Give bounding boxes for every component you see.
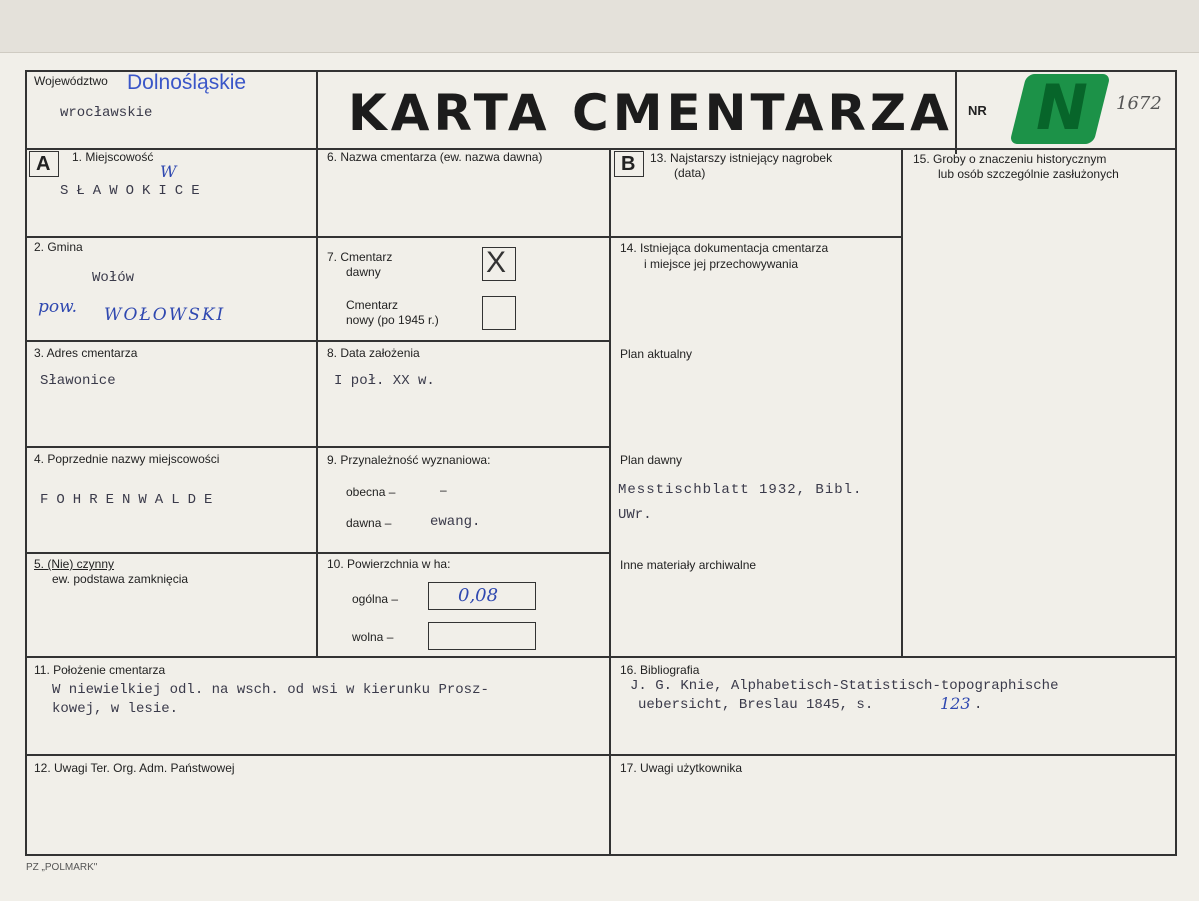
f10-label: 10. Powierzchnia w ha: bbox=[327, 557, 451, 571]
nr-value: 1672 bbox=[1116, 93, 1162, 114]
f1-label: 1. Miejscowość bbox=[72, 150, 154, 164]
voivodeship-value: Dolnośląskie bbox=[127, 71, 247, 94]
f11-value-1: W niewielkiej odl. na wsch. od wsi w kierunku Prosz- bbox=[52, 682, 489, 698]
f2-pow-label: pow. bbox=[38, 297, 78, 317]
voivodeship-old-value: wrocławskie bbox=[60, 105, 153, 121]
divider bbox=[25, 754, 1177, 756]
f16-value-1: J. G. Knie, Alphabetisch-Statistisch-topographische bbox=[630, 678, 1059, 694]
f7-label: 7. Cmentarz bbox=[327, 250, 393, 264]
divider bbox=[25, 446, 611, 448]
f10-wolna-box[interactable] bbox=[428, 622, 536, 650]
section-a-letter: A bbox=[36, 153, 51, 175]
f6-label: 6. Nazwa cmentarza (ew. nazwa dawna) bbox=[327, 150, 543, 164]
printer-mark: PZ „POLMARK" bbox=[26, 862, 98, 873]
f4-value: FOHRENWALDE bbox=[40, 492, 221, 508]
f2-value: Wołów bbox=[92, 270, 135, 286]
nr-marker-letter: N bbox=[1036, 71, 1088, 144]
f15-label: 15. Groby o znaczeniu historycznym bbox=[913, 152, 1107, 166]
f10-ogolna: ogólna – bbox=[352, 592, 399, 606]
divider bbox=[316, 70, 318, 154]
f3-label: 3. Adres cmentarza bbox=[34, 346, 138, 360]
other-archives-label: Inne materiały archiwalne bbox=[620, 558, 757, 572]
divider bbox=[25, 656, 1177, 658]
f12-label: 12. Uwagi Ter. Org. Adm. Państwowej bbox=[34, 761, 235, 775]
f11-value-2: kowej, w lesie. bbox=[52, 701, 179, 717]
f3-value: Sławonice bbox=[40, 373, 116, 389]
f10-wolna: wolna – bbox=[352, 630, 394, 644]
divider bbox=[609, 236, 903, 238]
f7-nowy-checkbox[interactable] bbox=[482, 296, 516, 330]
f1-correction: W bbox=[160, 162, 177, 181]
plan-aktualny-label: Plan aktualny bbox=[620, 347, 693, 361]
card-title: KARTA CMENTARZA bbox=[348, 84, 953, 142]
f15-sub: lub osób szczególnie zasłużonych bbox=[938, 167, 1119, 181]
f9-obecna: obecna – bbox=[346, 485, 396, 499]
voivodeship-label: Województwo bbox=[34, 74, 108, 88]
plan-dawny-value-1: Messtischblatt 1932, Bibl. bbox=[618, 482, 863, 498]
f10-ogolna-value: 0,08 bbox=[458, 585, 499, 606]
f1-value: SŁAWOKICE bbox=[60, 183, 208, 199]
f16-value-2: uebersicht, Breslau 1845, s. bbox=[638, 697, 874, 713]
f11-label: 11. Położenie cmentarza bbox=[34, 663, 166, 677]
f17-label: 17. Uwagi użytkownika bbox=[620, 761, 743, 775]
f7-dawny-mark: X bbox=[486, 246, 507, 279]
f2-label: 2. Gmina bbox=[34, 240, 83, 254]
f9-obecna-value: – bbox=[440, 483, 447, 497]
f14-sub: i miejsce jej przechowywania bbox=[644, 257, 799, 271]
divider bbox=[609, 148, 611, 856]
f13-label: 13. Najstarszy istniejący nagrobek bbox=[650, 151, 833, 165]
f4-label: 4. Poprzednie nazwy miejscowości bbox=[34, 452, 220, 466]
f16-label: 16. Bibliografia bbox=[620, 663, 700, 677]
f9-dawna-value: ewang. bbox=[430, 514, 481, 530]
f14-label: 14. Istniejąca dokumentacja cmentarza bbox=[620, 241, 829, 255]
plan-dawny-label: Plan dawny bbox=[620, 453, 683, 467]
f8-value: I poł. XX w. bbox=[334, 373, 435, 389]
f7-nowy-sub: nowy (po 1945 r.) bbox=[346, 313, 439, 327]
f16-page: 123 bbox=[940, 694, 971, 713]
nr-label: NR bbox=[968, 103, 987, 118]
f5-sub: ew. podstawa zamknięcia bbox=[52, 572, 189, 586]
f7-dawny: dawny bbox=[346, 265, 381, 279]
f9-dawna: dawna – bbox=[346, 516, 392, 530]
f13-sub: (data) bbox=[674, 166, 706, 180]
paper-top-edge bbox=[0, 0, 1199, 53]
divider bbox=[955, 70, 957, 154]
plan-dawny-value-2: UWr. bbox=[618, 507, 652, 523]
divider bbox=[316, 148, 318, 658]
f2-pow-value: WOŁOWSKI bbox=[104, 305, 226, 325]
divider bbox=[25, 236, 611, 238]
divider bbox=[25, 340, 611, 342]
f7-nowy: Cmentarz bbox=[346, 298, 399, 312]
f9-label: 9. Przynależność wyznaniowa: bbox=[327, 453, 491, 467]
divider bbox=[901, 148, 903, 658]
divider bbox=[25, 552, 611, 554]
f8-label: 8. Data założenia bbox=[327, 346, 420, 360]
section-b-letter: B bbox=[621, 153, 636, 175]
f5-label: 5. (Nie) czynny bbox=[34, 557, 115, 571]
divider bbox=[25, 148, 1177, 150]
f16-end: . bbox=[974, 697, 983, 713]
